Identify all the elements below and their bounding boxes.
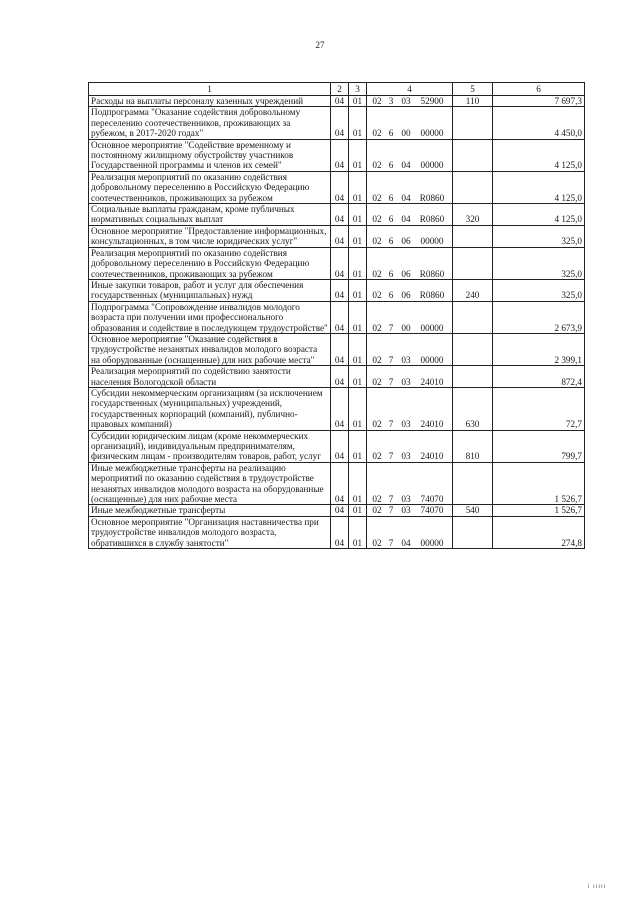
section-code-cell: 04	[331, 430, 349, 462]
target-article-part: 6	[388, 128, 394, 139]
table-row	[89, 204, 585, 226]
header-col-5: 5	[453, 83, 493, 96]
target-article-part: 02	[372, 192, 382, 203]
footer-mark: i ııııı	[588, 884, 607, 890]
table-row	[89, 247, 585, 279]
expense-type-cell	[453, 139, 493, 171]
target-article-part: 02	[372, 268, 382, 279]
table-row	[89, 366, 585, 388]
target-article-part: 02	[372, 376, 382, 387]
section-code-cell: 04	[331, 139, 349, 171]
target-article-cell	[367, 204, 453, 226]
target-article-part: 6	[388, 290, 394, 301]
target-article-part: 24010	[420, 451, 444, 462]
target-article-part: 00000	[420, 236, 444, 247]
subsection-code-cell: 01	[349, 505, 367, 516]
target-article-part: 02	[372, 419, 382, 430]
table-row	[89, 387, 585, 430]
section-code-cell: 04	[331, 225, 349, 247]
target-article-cell	[367, 225, 453, 247]
target-article-part: 03	[401, 451, 411, 462]
target-article-part: 02	[372, 236, 382, 247]
target-article-part: 02	[372, 128, 382, 139]
amount-cell: 2 673,9	[493, 301, 585, 333]
target-article-part: 7	[388, 494, 394, 505]
target-article-part: 04	[401, 192, 411, 203]
table-row	[89, 225, 585, 247]
subsection-code-cell: 01	[349, 301, 367, 333]
subsection-code-cell: 01	[349, 107, 367, 139]
target-article-part: R0860	[419, 192, 445, 203]
target-article-part: R0860	[419, 290, 445, 301]
target-article-part: 6	[388, 236, 394, 247]
section-code-cell: 04	[331, 279, 349, 301]
target-article-part: R0860	[419, 214, 445, 225]
amount-cell: 1 526,7	[493, 462, 585, 505]
budget-table	[88, 82, 585, 549]
target-article-cell	[367, 279, 453, 301]
expense-type-cell: 320	[453, 204, 493, 226]
expense-name-cell: Субсидии некоммерческим организациям (за исключением государственных (муниципальных) учреждений, государственных корпораций (компаний), публично-правовых компаний)	[89, 387, 331, 430]
target-article-part: 7	[388, 354, 394, 365]
target-article-part: 03	[401, 354, 411, 365]
table-row	[89, 505, 585, 516]
target-article-part: 24010	[420, 376, 444, 387]
target-article-part: 7	[388, 505, 394, 516]
target-article-part: 6	[388, 214, 394, 225]
target-article-part: 02	[372, 494, 382, 505]
target-article-part: 04	[401, 160, 411, 171]
table-row	[89, 139, 585, 171]
expense-type-cell: 630	[453, 387, 493, 430]
subsection-code-cell: 01	[349, 204, 367, 226]
target-article-part: 7	[388, 451, 394, 462]
expense-type-cell	[453, 366, 493, 388]
target-article-part: 6	[388, 268, 394, 279]
target-article-part: 3	[388, 96, 394, 106]
target-article-cell	[367, 516, 453, 548]
target-article-cell	[367, 96, 453, 107]
target-article-cell	[367, 430, 453, 462]
amount-cell: 4 125,0	[493, 139, 585, 171]
page-number: 27	[315, 40, 325, 50]
subsection-code-cell: 01	[349, 333, 367, 365]
target-article-cell	[367, 387, 453, 430]
expense-name-cell: Подпрограмма "Сопровождение инвалидов молодого возраста при получении ими профессионального образования и содействие в последующем трудоустройстве"	[89, 301, 331, 333]
expense-name-cell: Подпрограмма "Оказание содействия добровольному переселению соотечественников, проживающих за рубежом, в 2017-2020 годах"	[89, 107, 331, 139]
target-article-part: 7	[388, 419, 394, 430]
expense-name-cell: Иные закупки товаров, работ и услуг для обеспечения государственных (муниципальных) нужд	[89, 279, 331, 301]
target-article-cell	[367, 247, 453, 279]
table-row	[89, 516, 585, 548]
target-article-part: 24010	[420, 419, 444, 430]
header-col-3: 3	[349, 83, 367, 96]
target-article-part: 02	[372, 537, 382, 548]
subsection-code-cell: 01	[349, 516, 367, 548]
target-article-part: 52900	[420, 96, 444, 106]
target-article-part: 7	[388, 537, 394, 548]
target-article-part: 74070	[420, 494, 444, 505]
target-article-part: 02	[372, 290, 382, 301]
section-code-cell: 04	[331, 247, 349, 279]
amount-cell: 4 450,0	[493, 107, 585, 139]
target-article-part: 06	[401, 236, 411, 247]
target-article-part: R0860	[419, 268, 445, 279]
section-code-cell: 04	[331, 96, 349, 107]
header-col-2: 2	[331, 83, 349, 96]
section-code-cell: 04	[331, 107, 349, 139]
target-article-part: 7	[388, 376, 394, 387]
table-row	[89, 333, 585, 365]
target-article-cell	[367, 505, 453, 516]
expense-name-cell: Расходы на выплаты персоналу казенных учреждений	[89, 96, 331, 107]
target-article-part: 03	[401, 494, 411, 505]
amount-cell: 7 697,3	[493, 96, 585, 107]
table-row	[89, 96, 585, 107]
target-article-cell	[367, 366, 453, 388]
table-row	[89, 107, 585, 139]
subsection-code-cell: 01	[349, 366, 367, 388]
expense-name-cell: Основное мероприятие "Оказание содействия в трудоустройстве незанятых инвалидов молодого возраста на оборудованные (оснащенные) для них рабочие места"	[89, 333, 331, 365]
expense-name-cell: Реализация мероприятий по содействию занятости населения Вологодской области	[89, 366, 331, 388]
amount-cell: 274,8	[493, 516, 585, 548]
expense-type-cell: 810	[453, 430, 493, 462]
target-article-part: 03	[401, 96, 411, 106]
amount-cell: 4 125,0	[493, 204, 585, 226]
expense-type-cell: 110	[453, 96, 493, 107]
subsection-code-cell: 01	[349, 462, 367, 505]
target-article-part: 06	[401, 290, 411, 301]
section-code-cell: 04	[331, 516, 349, 548]
expense-name-cell: Субсидии юридическим лицам (кроме некоммерческих организаций), индивидуальным предпринимателям, физическим лицам - производителям товаров, работ, услуг	[89, 430, 331, 462]
header-col-6: 6	[493, 83, 585, 96]
expense-name-cell: Социальные выплаты гражданам, кроме публичных нормативных социальных выплат	[89, 204, 331, 226]
target-article-part: 03	[401, 505, 411, 516]
subsection-code-cell: 01	[349, 430, 367, 462]
section-code-cell: 04	[331, 301, 349, 333]
header-row	[89, 83, 585, 96]
expense-type-cell	[453, 107, 493, 139]
target-article-cell	[367, 301, 453, 333]
expense-type-cell	[453, 171, 493, 203]
expense-type-cell	[453, 225, 493, 247]
table-row	[89, 430, 585, 462]
target-article-part: 02	[372, 451, 382, 462]
target-article-part: 00000	[420, 128, 444, 139]
table-row	[89, 279, 585, 301]
amount-cell: 325,0	[493, 225, 585, 247]
section-code-cell: 04	[331, 462, 349, 505]
target-article-part: 03	[401, 419, 411, 430]
section-code-cell: 04	[331, 505, 349, 516]
target-article-part: 6	[388, 160, 394, 171]
expense-type-cell	[453, 333, 493, 365]
expense-name-cell: Реализация мероприятий по оказанию содействия добровольному переселению в Российскую Федерацию соотечественников, проживающих за рубежом	[89, 171, 331, 203]
expense-name-cell: Иные межбюджетные трансферты на реализацию мероприятий по оказанию содействия в трудоустройстве незанятых инвалидов молодого возраста на оборудованные (оснащенные) для них рабочие места	[89, 462, 331, 505]
expense-name-cell: Основное мероприятие "Организация наставничества при трудоустройстве инвалидов молодого возраста, обратившихся в службу занятости"	[89, 516, 331, 548]
expense-type-cell	[453, 247, 493, 279]
subsection-code-cell: 01	[349, 387, 367, 430]
target-article-cell	[367, 139, 453, 171]
table-row	[89, 301, 585, 333]
expense-type-cell	[453, 516, 493, 548]
subsection-code-cell: 01	[349, 96, 367, 107]
section-code-cell: 04	[331, 204, 349, 226]
section-code-cell: 04	[331, 387, 349, 430]
expense-type-cell	[453, 301, 493, 333]
target-article-part: 06	[401, 268, 411, 279]
target-article-part: 04	[401, 214, 411, 225]
target-article-part: 02	[372, 505, 382, 516]
subsection-code-cell: 01	[349, 225, 367, 247]
target-article-part: 00000	[420, 322, 444, 333]
target-article-part: 02	[372, 354, 382, 365]
target-article-part: 74070	[420, 505, 444, 516]
amount-cell: 1 526,7	[493, 505, 585, 516]
target-article-part: 00000	[420, 537, 444, 548]
amount-cell: 72,7	[493, 387, 585, 430]
table-row	[89, 462, 585, 505]
expense-name-cell: Основное мероприятие "Содействие временному и постоянному жилищному обустройству участников Государственной программы и членов их семей"	[89, 139, 331, 171]
subsection-code-cell: 01	[349, 171, 367, 203]
expense-name-cell: Иные межбюджетные трансферты	[89, 505, 331, 516]
target-article-part: 00000	[420, 160, 444, 171]
amount-cell: 799,7	[493, 430, 585, 462]
target-article-part: 03	[401, 376, 411, 387]
expense-name-cell: Основное мероприятие "Предоставление информационных, консультационных, в том числе юридических услуг"	[89, 225, 331, 247]
header-col-4: 4	[367, 83, 453, 96]
target-article-part: 02	[372, 96, 382, 106]
target-article-cell	[367, 171, 453, 203]
amount-cell: 872,4	[493, 366, 585, 388]
target-article-cell	[367, 107, 453, 139]
subsection-code-cell: 01	[349, 247, 367, 279]
target-article-part: 02	[372, 160, 382, 171]
target-article-part: 02	[372, 214, 382, 225]
expense-type-cell: 240	[453, 279, 493, 301]
section-code-cell: 04	[331, 366, 349, 388]
target-article-cell	[367, 462, 453, 505]
target-article-part: 04	[401, 537, 411, 548]
expense-name-cell: Реализация мероприятий по оказанию содействия добровольному переселению в Российскую Федерацию соотечественников, проживающих за рубежом	[89, 247, 331, 279]
target-article-cell	[367, 333, 453, 365]
amount-cell: 325,0	[493, 247, 585, 279]
amount-cell: 2 399,1	[493, 333, 585, 365]
target-article-part: 02	[372, 322, 382, 333]
amount-cell: 325,0	[493, 279, 585, 301]
section-code-cell: 04	[331, 333, 349, 365]
section-code-cell: 04	[331, 171, 349, 203]
table-row	[89, 171, 585, 203]
target-article-part: 7	[388, 322, 394, 333]
amount-cell: 4 125,0	[493, 171, 585, 203]
target-article-part: 6	[388, 192, 394, 203]
subsection-code-cell: 01	[349, 279, 367, 301]
expense-type-cell	[453, 462, 493, 505]
header-col-1: 1	[89, 83, 331, 96]
expense-type-cell: 540	[453, 505, 493, 516]
target-article-part: 00	[401, 322, 411, 333]
target-article-part: 00000	[420, 354, 444, 365]
target-article-part: 00	[401, 128, 411, 139]
subsection-code-cell: 01	[349, 139, 367, 171]
